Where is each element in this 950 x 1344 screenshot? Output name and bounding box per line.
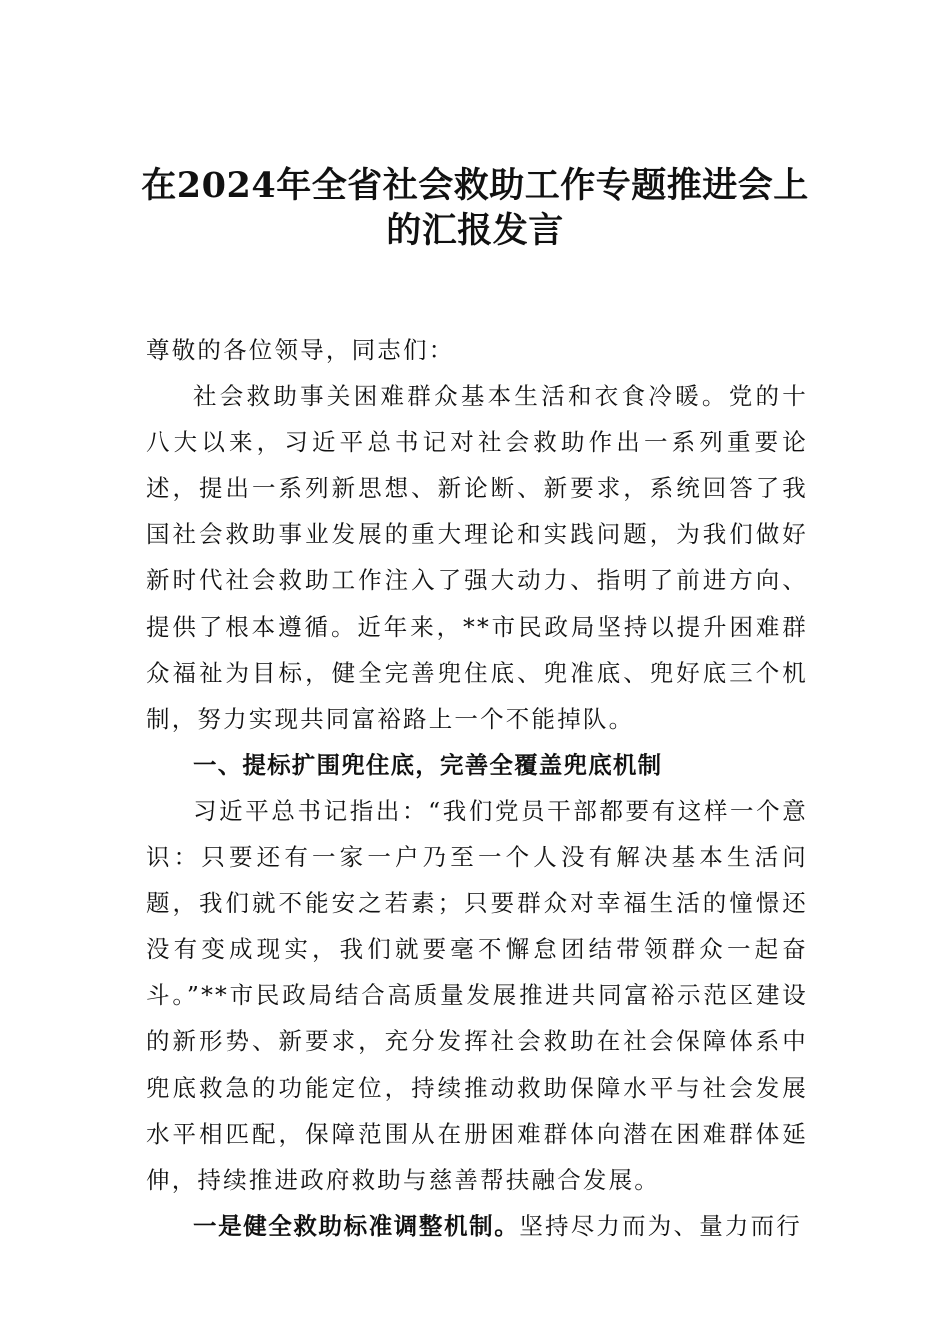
intro-paragraph: 社会救助事关困难群众基本生活和衣食冷暖。党的十八大以来，习近平总书记对社会救助作出一系列重要论述，提出一系列新思想、新论断、新要求，系统回答了我国社会救助事业发展的重大理论和实践问题，为我们做好新时代社会救助工作注入了强大动力、指明了前进方向、提供了根本遵循。近年来，**市民政局坚持以提升困难群众福祉为目标，健全完善兜住底、兜准底、兜好底三个机制，努力实现共同富裕路上一个不能掉队。 — [146, 382, 808, 733]
section-1-heading: 一、提标扩围兜住底，完善全覆盖兜底机制 — [193, 750, 663, 779]
item-1-text: 坚持尽力而为、量力而行 — [519, 1211, 803, 1240]
document-title-line-2: 的汇报发言 — [386, 210, 564, 251]
section-1-paragraph: 习近平总书记指出：“我们党员干部都要有这样一个意识：只要还有一家一户乃至一个人没有解决基本生活问题，我们就不能安之若素；只要群众对幸福生活的憧憬还没有变成现实，我们就要毫不懈怠团结带领群众一起奋斗。”**市民政局结合高质量发展推进共同富裕示范区建设的新形势、新要求，充分发挥社会救助在社会保障体系中兜底救急的功能定位，持续推动救助保障水平与社会发展水平相匹配，保障范围从在册困难群体向潜在困难群体延伸，持续推进政府救助与慈善帮扶融合发展。 — [146, 796, 808, 1194]
document-title-line-1: 在2024年全省社会救助工作专题推进会上 — [141, 165, 809, 206]
salutation: 尊敬的各位领导，同志们： — [146, 336, 455, 364]
item-1-paragraph — [146, 1203, 808, 1249]
item-1-lead: 一是健全救助标准调整机制。 — [193, 1211, 520, 1240]
document-body — [146, 327, 808, 1249]
